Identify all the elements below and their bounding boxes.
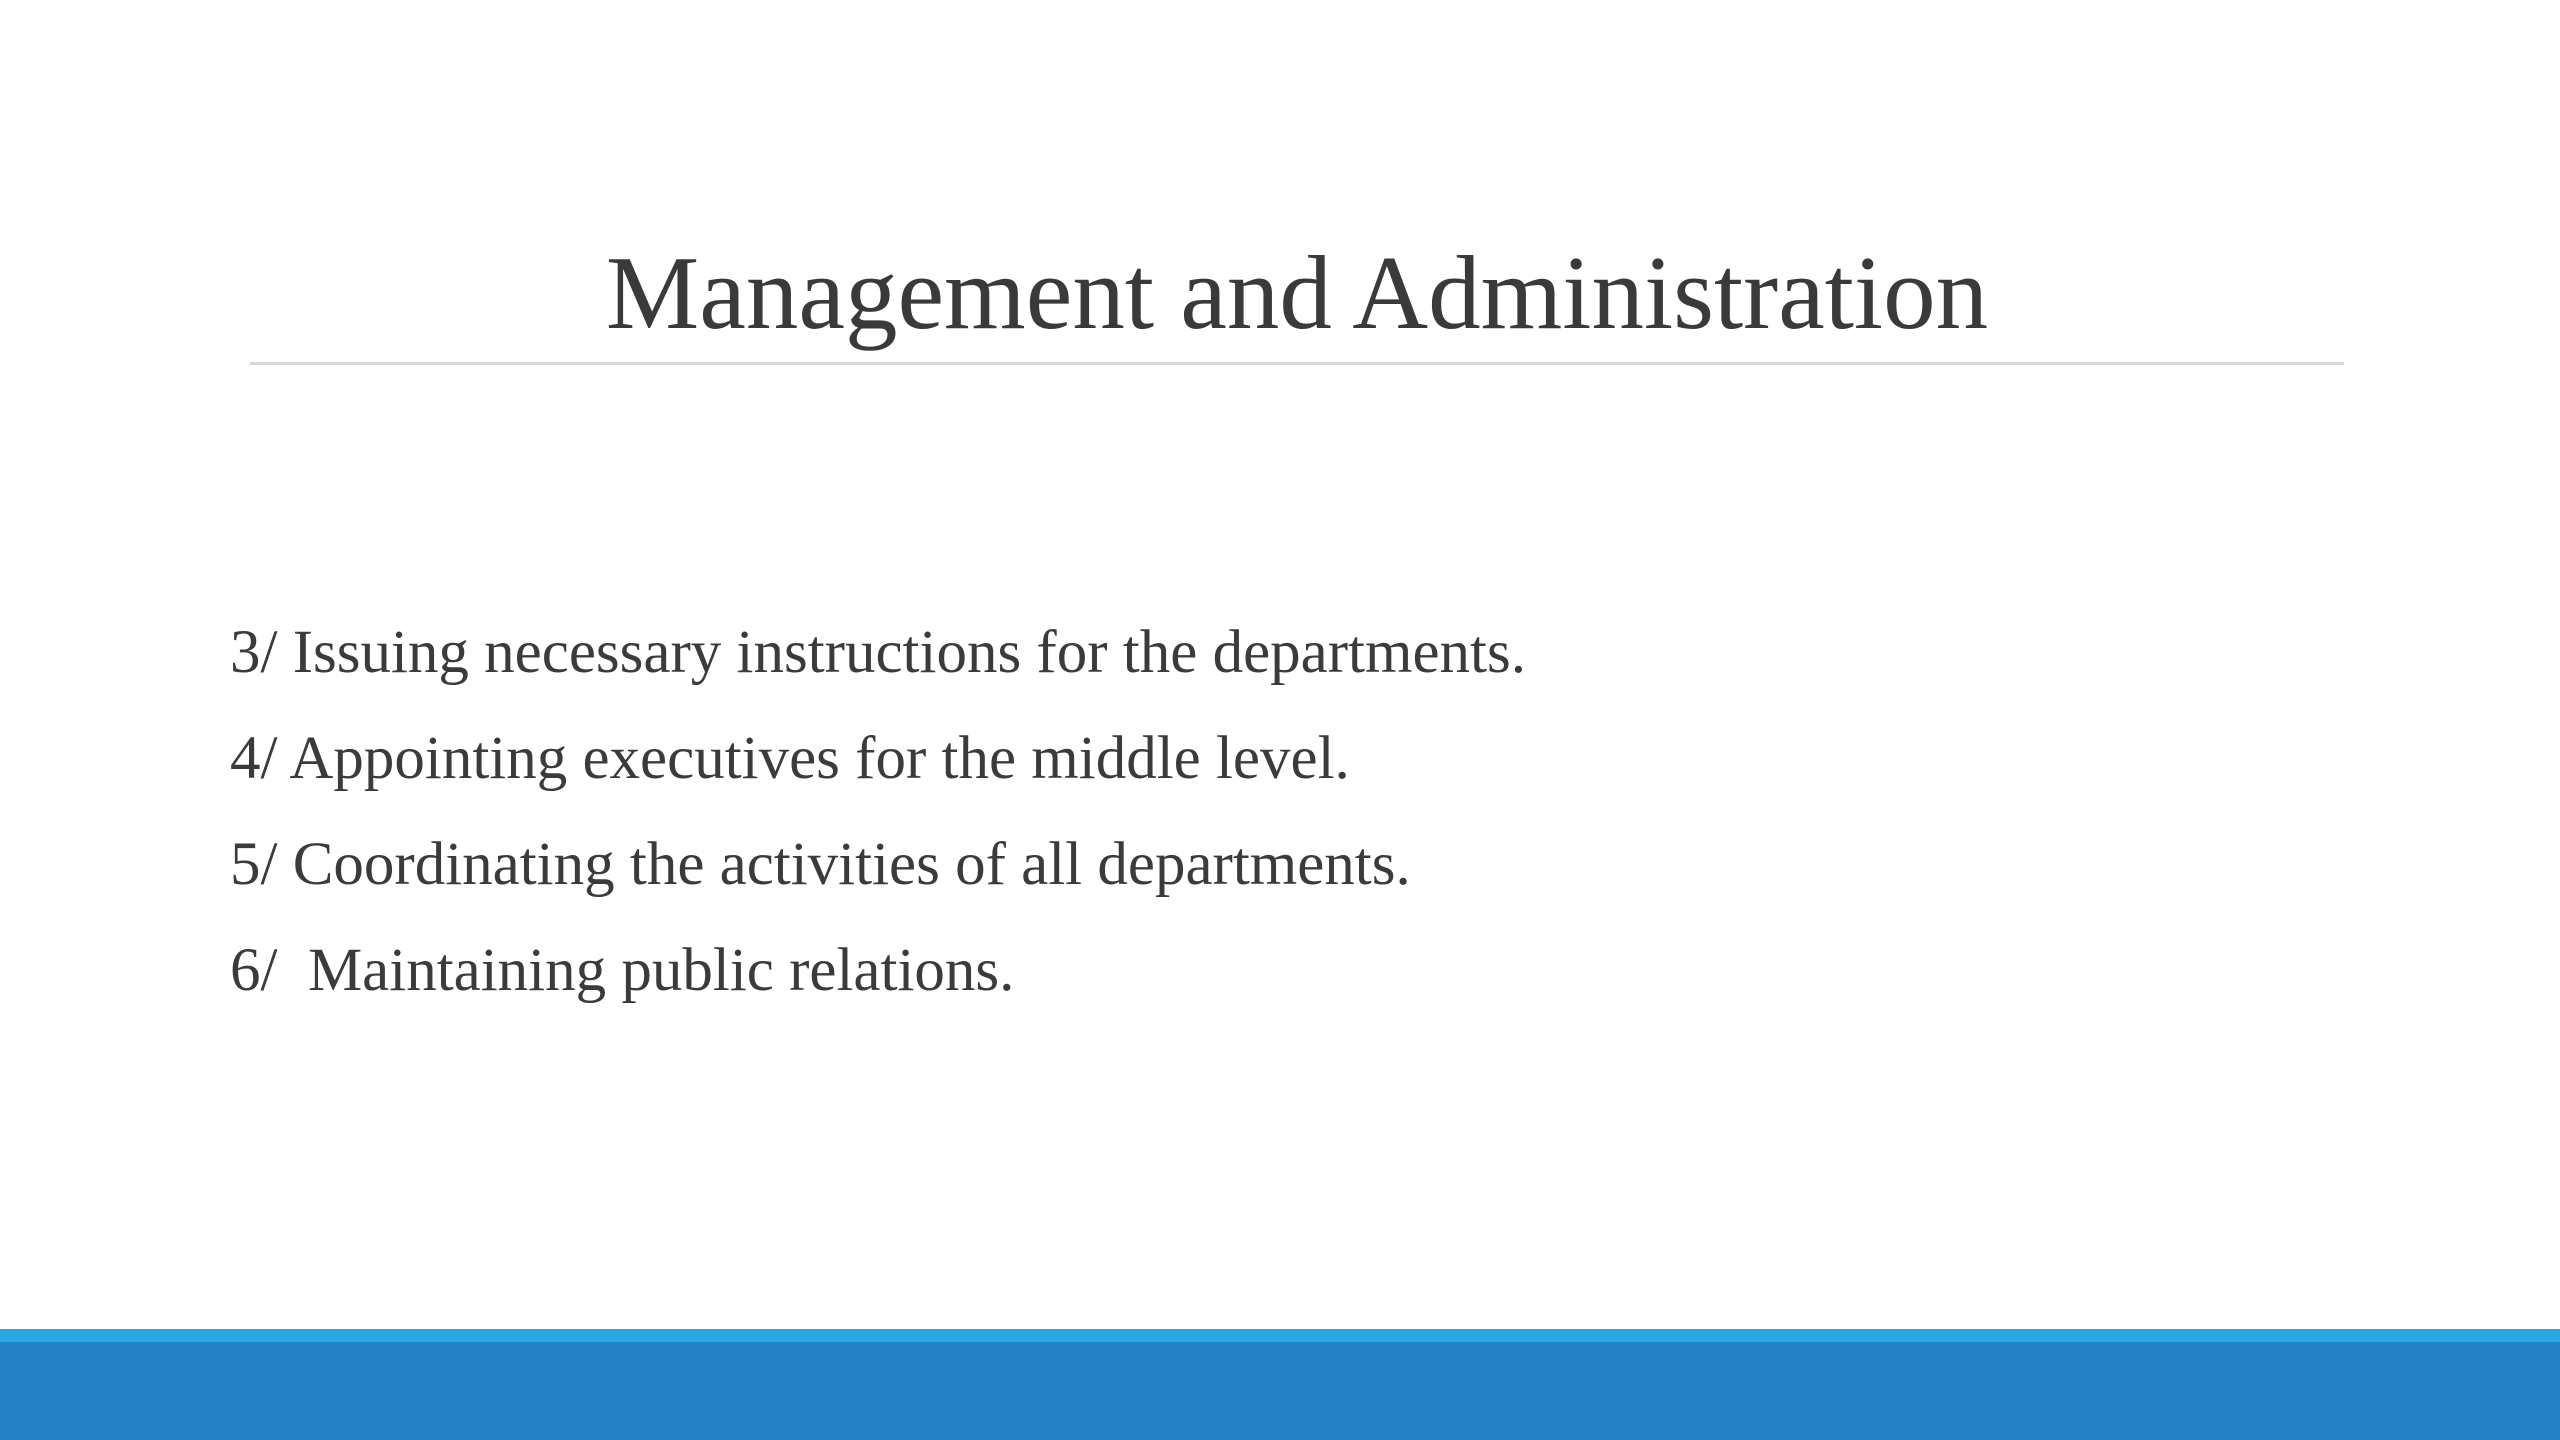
footer-bar bbox=[0, 1342, 2560, 1440]
slide-title: Management and Administration bbox=[605, 234, 1989, 351]
list-item: 6/ Maintaining public relations. bbox=[230, 937, 1015, 1004]
footer-accent-stripe bbox=[0, 1329, 2560, 1342]
content-list bbox=[230, 600, 1526, 1024]
title-divider bbox=[250, 362, 2344, 365]
list-item: 4/ Appointing executives for the middle level. bbox=[230, 725, 1350, 792]
list-item: 5/ Coordinating the activities of all departments. bbox=[230, 831, 1411, 898]
list-item: 3/ Issuing necessary instructions for the departments. bbox=[230, 619, 1526, 686]
